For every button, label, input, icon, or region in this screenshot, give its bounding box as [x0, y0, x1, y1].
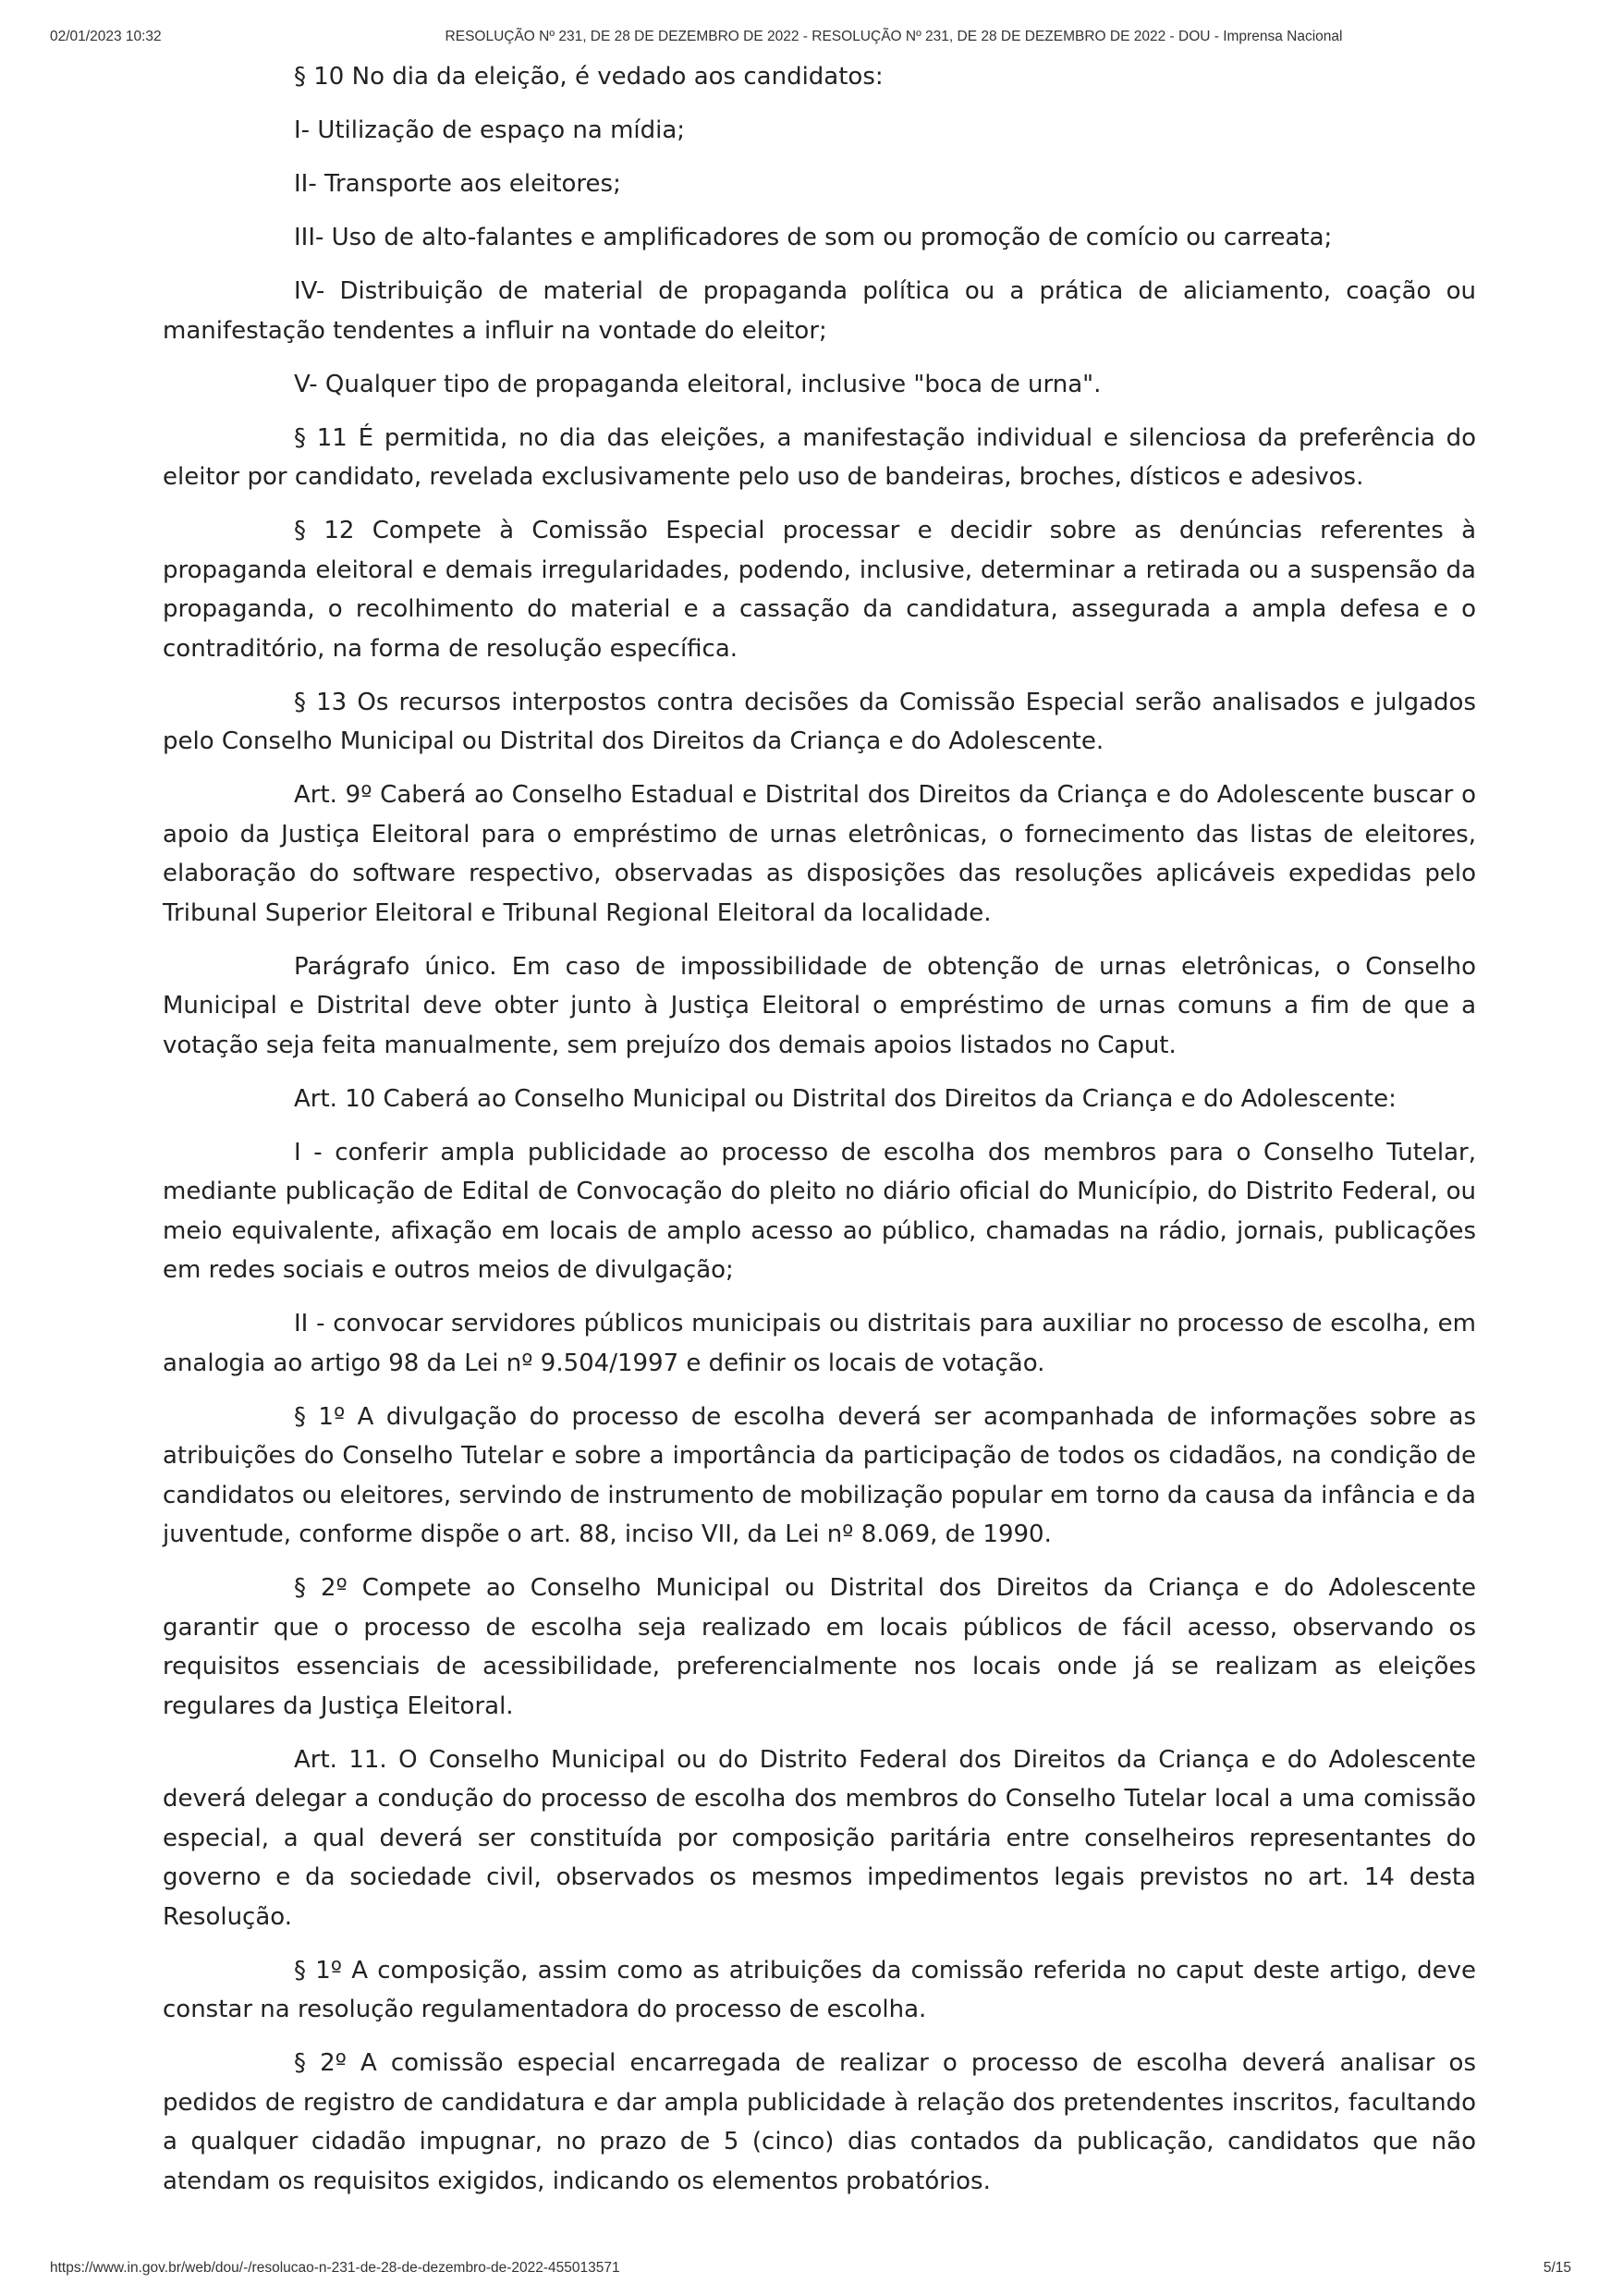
paragraph-item-iv: IV- Distribuição de material de propaganda política ou a prática de aliciamento, coação ou manifestação tendentes a influir na vontade do eleitor;: [163, 277, 1476, 345]
paragraph-art-9-unico: Parágrafo único. Em caso de impossibilidade de obtenção de urnas eletrônicas, o Conselho Municipal e Distrital deve obter junto à Justiça Eleitoral o empréstimo de urnas comuns a fim de que a votação seja feita manualmente, sem prejuízo dos demais apoios listados no Caput.: [163, 952, 1476, 1059]
print-footer: [50, 2260, 1571, 2280]
paragraph-item-iii: III- Uso de alto-falantes e amplificadores de som ou promoção de comício ou carreata;: [294, 224, 1333, 251]
paragraph-art-10-item-ii: II - convocar servidores públicos municipais ou distritais para auxiliar no processo de escolha, em analogia ao artigo 98 da Lei nº 9.504/1997 e definir os locais de votação.: [163, 1310, 1476, 1377]
print-datetime: 02/01/2023 10:32: [50, 29, 162, 44]
paragraph-art-11: Art. 11. O Conselho Municipal ou do Distrito Federal dos Direitos da Criança e do Adolescente deverá delegar a condução do processo de escolha dos membros do Conselho Tutelar local a uma comissão especial, a qual deverá ser constituída por composição paritária entre conselheiros representantes do governo e da sociedade civil, observados os mesmos impedimentos legais previstos no art. 14 desta Resolução.: [163, 1745, 1476, 1931]
document-body: [163, 57, 1476, 2216]
paragraph-par-10: § 10 No dia da eleição, é vedado aos candidatos:: [294, 63, 884, 91]
print-header: [50, 29, 1571, 49]
paragraph-art-10-item-i: I - conferir ampla publicidade ao processo de escolha dos membros para o Conselho Tutelar, mediante publicação de Edital de Convocação do pleito no diário oficial do Município, do Distrito Federal, ou meio equivalente, afixação em locais de amplo acesso ao público, chamadas na rádio, jornais, publicações em redes sociais e outros meios de divulgação;: [163, 1138, 1476, 1284]
page-number: 5/15: [1543, 2260, 1571, 2276]
paragraph-art-11-par-1: § 1º A composição, assim como as atribuições da comissão referida no caput deste artigo, deve constar na resolução regulamentadora do processo de escolha.: [163, 1956, 1476, 2023]
paragraph-par-11: § 11 É permitida, no dia das eleições, a manifestação individual e silenciosa da preferência do eleitor por candidato, revelada exclusivamente pelo uso de bandeiras, broches, dísticos e adesivos.: [163, 423, 1476, 491]
paragraph-par-13: § 13 Os recursos interpostos contra decisões da Comissão Especial serão analisados e julgados pelo Conselho Municipal ou Distrital dos Direitos da Criança e do Adolescente.: [163, 688, 1476, 755]
page-url: https://www.in.gov.br/web/dou/-/resolucao-n-231-de-28-de-dezembro-de-2022-455013571: [50, 2260, 620, 2276]
paragraph-item-v: V- Qualquer tipo de propaganda eleitoral, inclusive "boca de urna".: [294, 370, 1102, 398]
print-title: RESOLUÇÃO Nº 231, DE 28 DE DEZEMBRO DE 2022 - RESOLUÇÃO Nº 231, DE 28 DE DEZEMBRO DE 2022 - DOU - Imprensa Nacional: [445, 29, 1343, 44]
paragraph-art-10: Art. 10 Caberá ao Conselho Municipal ou Distrital dos Direitos da Criança e do Adolescente:: [294, 1084, 1397, 1113]
paragraph-item-ii: II- Transporte aos eleitores;: [294, 170, 621, 198]
paragraph-art-9: Art. 9º Caberá ao Conselho Estadual e Distrital dos Direitos da Criança e do Adolescente buscar o apoio da Justiça Eleitoral para o empréstimo de urnas eletrônicas, o fornecimento das listas de eleitores, elaboração do software respectivo, observadas as disposições das resoluções aplicáveis expedidas pelo Tribunal Superior Eleitoral e Tribunal Regional Eleitoral da localidade.: [163, 781, 1476, 927]
paragraph-art-10-par-2: § 2º Compete ao Conselho Municipal ou Distrital dos Direitos da Criança e do Adolescente garantir que o processo de escolha seja realizado em locais públicos de fácil acesso, observando os requisitos essenciais de acessibilidade, preferencialmente nos locais onde já se realizam as eleições regulares da Justiça Eleitoral.: [163, 1574, 1476, 1720]
paragraph-par-12: § 12 Compete à Comissão Especial processar e decidir sobre as denúncias referentes à propaganda eleitoral e demais irregularidades, podendo, inclusive, determinar a retirada ou a suspensão da propaganda, o recolhimento do material e a cassação da candidatura, assegurada a ampla defesa e o contraditório, na forma de resolução específica.: [163, 517, 1476, 663]
paragraph-art-10-par-1: § 1º A divulgação do processo de escolha deverá ser acompanhada de informações sobre as atribuições do Conselho Tutelar e sobre a importância da participação de todos os cidadãos, na condição de candidatos ou eleitores, servindo de instrumento de mobilização popular em torno da causa da infância e da juventude, conforme dispõe o art. 88, inciso VII, da Lei nº 8.069, de 1990.: [163, 1402, 1476, 1548]
paragraph-item-i: I- Utilização de espaço na mídia;: [294, 116, 686, 144]
paragraph-art-11-par-2: § 2º A comissão especial encarregada de realizar o processo de escolha deverá analisar os pedidos de registro de candidatura e dar ampla publicidade à relação dos pretendentes inscritos, facultando a qualquer cidadão impugnar, no prazo de 5 (cinco) dias contados da publicação, candidatos que não atendam os requisitos exigidos, indicando os elementos probatórios.: [163, 2049, 1476, 2195]
